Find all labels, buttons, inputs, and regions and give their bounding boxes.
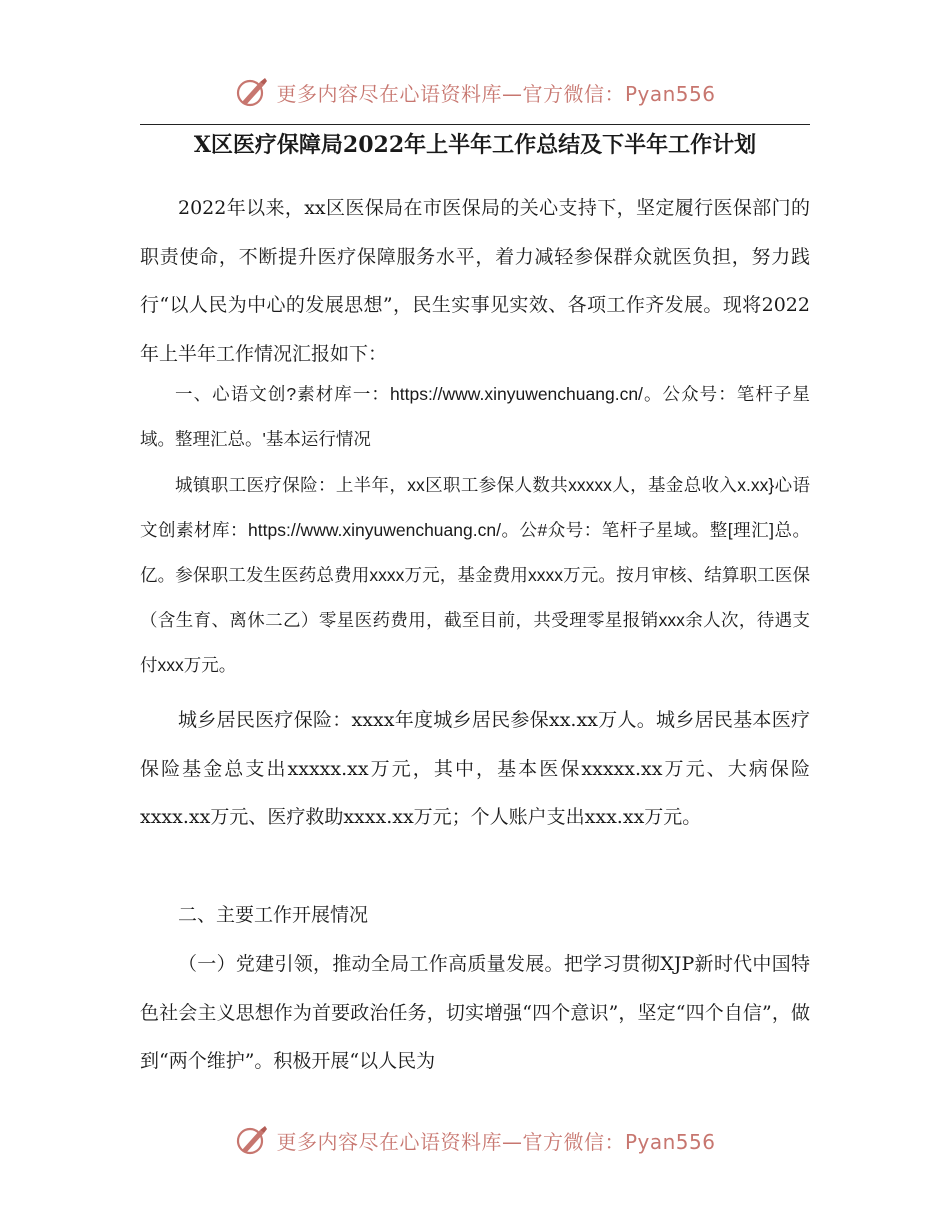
paragraph-party-building: （一）党建引领，推动全局工作高质量发展。把学习贯彻XJP新时代中国特色社会主义思想作为首要政治任务，切实增强“四个意识”，坚定“四个自信”，做到“两个维护”。积极开展“以人民为 bbox=[140, 953, 810, 1072]
paragraph-section-2: 二、主要工作开展情况 bbox=[178, 904, 369, 926]
header-divider bbox=[140, 124, 810, 125]
pen-logo-icon bbox=[234, 1122, 270, 1158]
paragraph-employee-insurance: 城镇职工医疗保险：上半年，xx区职工参保人数共xxxxx人，基金总收入x.xx}心语文创素材库：https://www.xinyuwenchuang.cn/。公#众号：笔杆子星域。整[理汇]总。亿。参保职工发生医药总费用xxxx万元，基金费用xxxx万元。按月审核、结算职工医保（含生育、离休二乙）零星医药费用，截至目前，共受理零星报销xxx余人次，待遇支付xxx万元。 bbox=[140, 475, 810, 675]
header-watermark bbox=[0, 70, 950, 114]
paragraph-resident-insurance: 城乡居民医疗保险：xxxx年度城乡居民参保xx.xx万人。城乡居民基本医疗保险基金总支出xxxxx.xx万元，其中，基本医保xxxxx.xx万元、大病保险xxxx.xx万元、医疗救助xxxx.xx万元；个人账户支出xxx.xx万元。 bbox=[140, 709, 810, 828]
paragraph-section-1: 一、心语文创?素材库一：https://www.xinyuwenchuang.cn/。公众号：笔杆子星域。整理汇总。'基本运行情况 bbox=[140, 384, 810, 449]
pen-logo-icon bbox=[234, 74, 270, 110]
footer-watermark bbox=[0, 1118, 950, 1162]
watermark-text: 更多内容尽在心语资料库—官方微信：Pyan556 bbox=[276, 81, 716, 106]
document-title: X区医疗保障局2022年上半年工作总结及下半年工作计划 bbox=[193, 132, 757, 158]
watermark-text: 更多内容尽在心语资料库—官方微信：Pyan556 bbox=[276, 1129, 716, 1154]
paragraph-intro: 2022年以来，xx区医保局在市医保局的关心支持下，坚定履行医保部门的职责使命，不断提升医疗保障服务水平，着力减轻参保群众就医负担，努力践行“以人民为中心的发展思想”，民生实事见实效、各项工作齐发展。现将2022年上半年工作情况汇报如下： bbox=[140, 197, 810, 365]
